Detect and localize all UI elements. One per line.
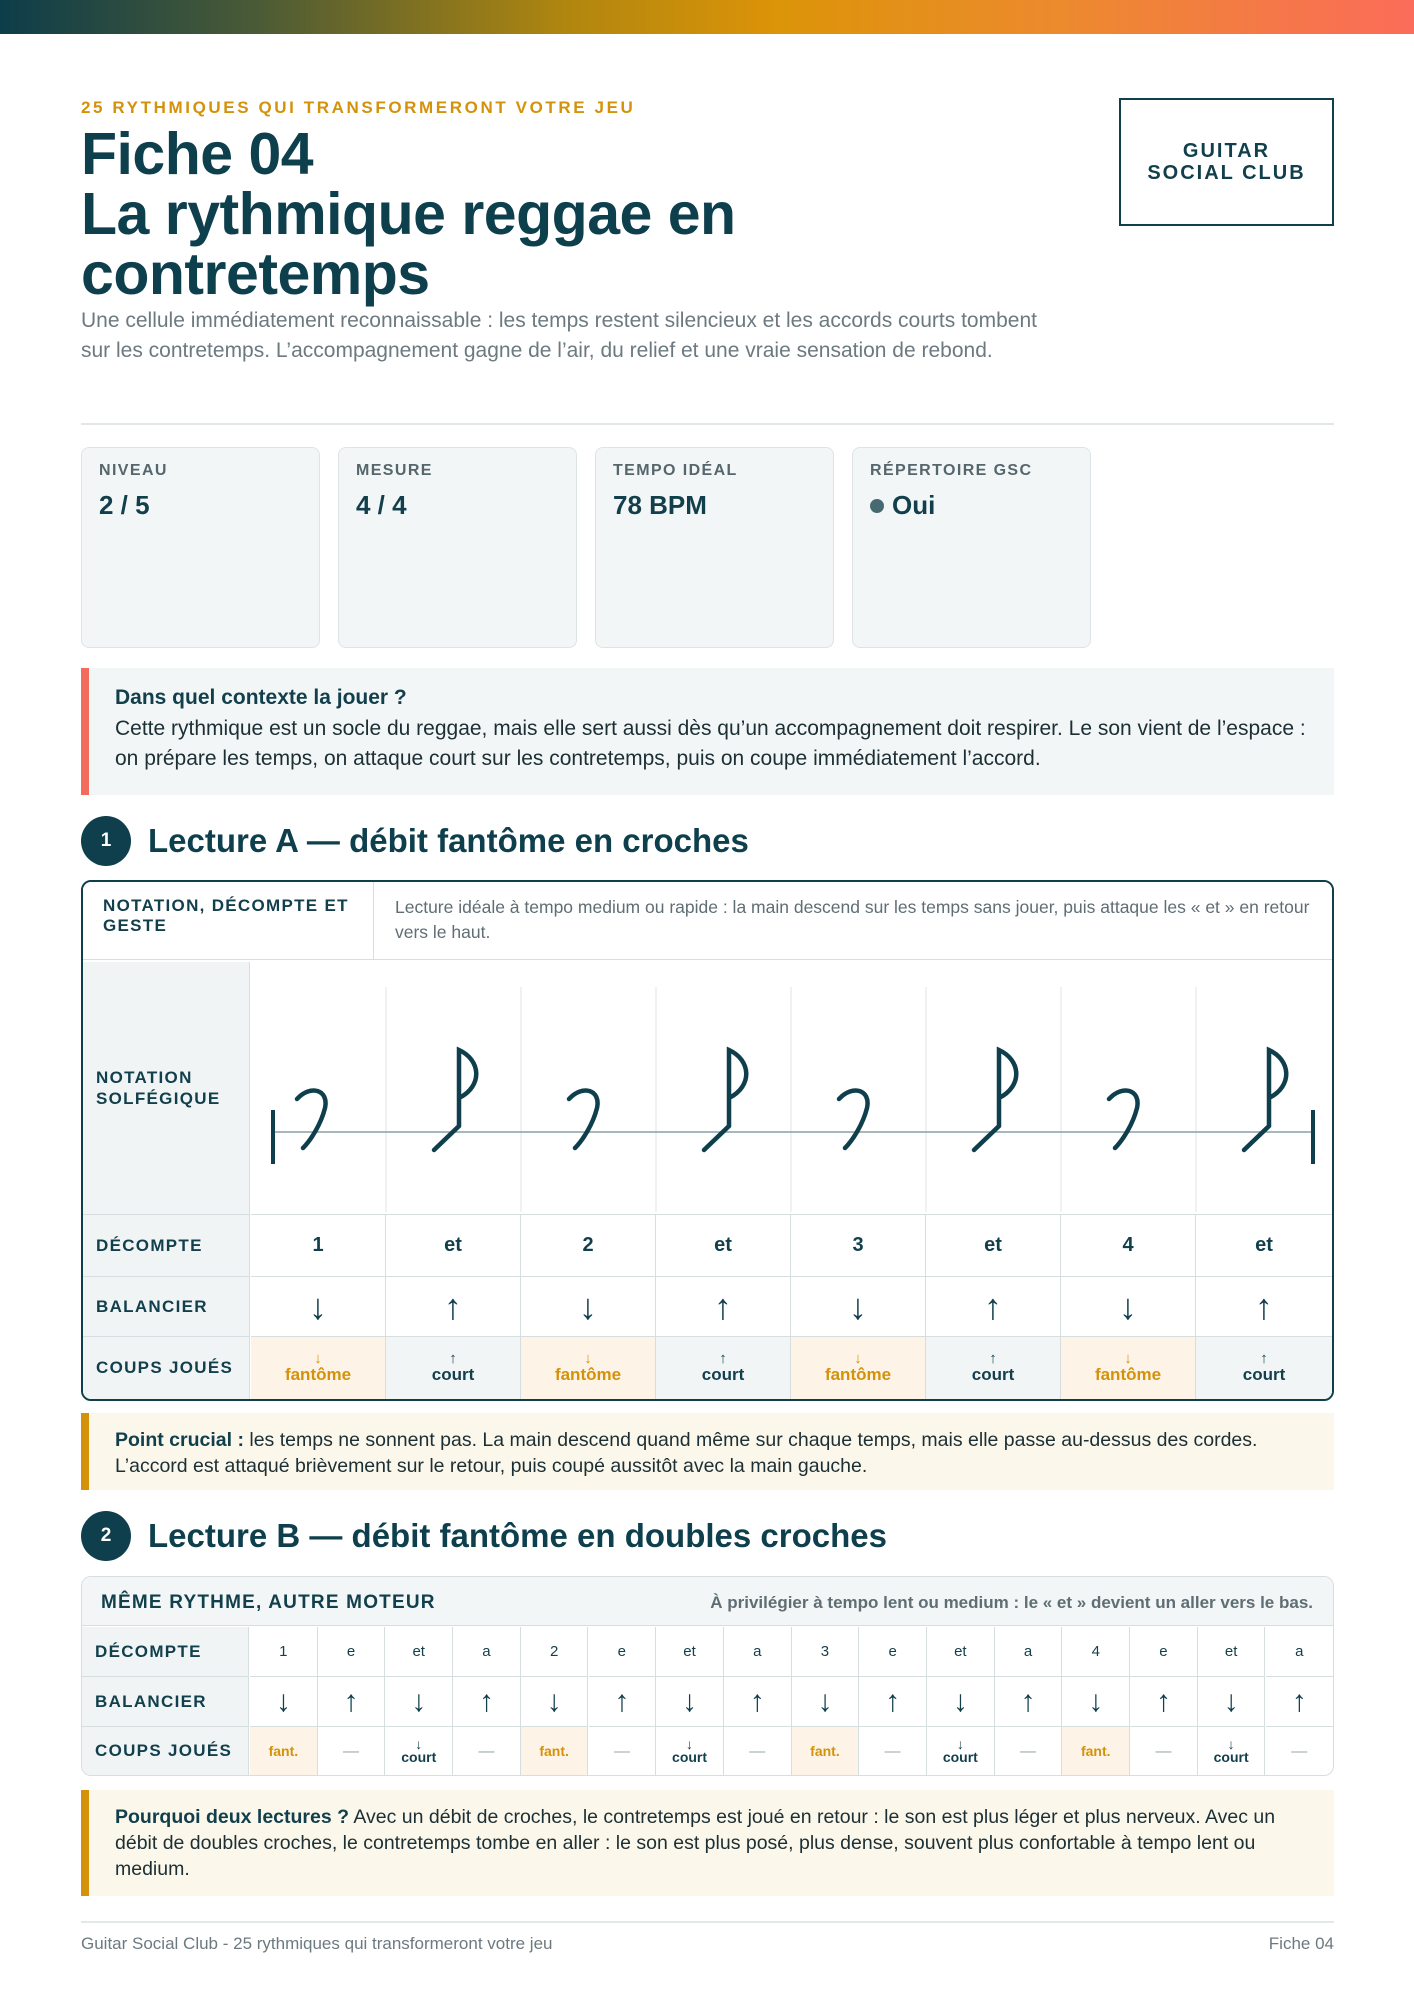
title-line: Fiche 04 (81, 121, 314, 187)
played-cell-hit (926, 1337, 1061, 1399)
footer-page-label: Fiche 04 (1268, 1934, 1334, 1953)
count-cell: 2 (521, 1627, 589, 1677)
played-cell-rest (995, 1727, 1063, 1775)
callout-why-two-readings (81, 1790, 1334, 1896)
stat-card-repertoire (852, 447, 1091, 648)
table-header-description: À privilégier à tempo lent ou medium : le « et » devient un aller vers le bas. (710, 1593, 1313, 1612)
down-arrow-icon: ↓ (686, 1735, 694, 1752)
eighth-rest-icon (569, 1090, 598, 1148)
count-cell: 1 (250, 1627, 318, 1677)
strum-up-arrow-icon: ↑ (859, 1677, 927, 1727)
music-notation (251, 962, 1332, 1215)
row-label-count: DÉCOMPTE (82, 1627, 249, 1677)
played-label: court (672, 1748, 708, 1765)
played-cell-ghost (1062, 1727, 1130, 1775)
played-label: fantôme (554, 1365, 622, 1384)
played-cell-rest (318, 1727, 386, 1775)
played-label: fant. (1080, 1742, 1111, 1759)
stat-label: NIVEAU (99, 462, 168, 479)
notation-staff (251, 962, 1332, 1215)
count-cell: et (386, 1215, 521, 1277)
played-label: — (1155, 1742, 1172, 1760)
count-cell: e (859, 1627, 927, 1677)
stat-value: 78 BPM (613, 490, 707, 520)
reading-b-table (81, 1576, 1334, 1776)
played-cell-rest (453, 1727, 521, 1775)
up-arrow-icon: ↑ (989, 1350, 997, 1367)
strum-down-arrow-icon: ↓ (385, 1677, 453, 1727)
played-label: — (884, 1742, 901, 1760)
strum-up-arrow-icon: ↑ (926, 1277, 1061, 1337)
strum-down-arrow-icon: ↓ (251, 1277, 386, 1337)
row-label-count: DÉCOMPTE (83, 1215, 250, 1277)
callout-text: Avec un débit de croches, le contretemps est joué en retour : le son est plus léger et plus nerveux. Avec un débit de doubles croches, le contretemps tombe en aller : le son est plus posé, plus dense, souvent plus confortable à tempo lent ou medium. (115, 1806, 1276, 1880)
stat-value: 4 / 4 (356, 490, 407, 520)
strum-up-arrow-icon: ↑ (724, 1677, 792, 1727)
up-arrow-icon: ↑ (719, 1350, 727, 1367)
eighth-note-icon (434, 1050, 476, 1150)
played-label: court (401, 1748, 437, 1765)
title-line: contretemps (81, 241, 430, 307)
count-cell: et (1196, 1215, 1332, 1277)
strum-down-arrow-icon: ↓ (1062, 1677, 1130, 1727)
played-label: fant. (539, 1742, 569, 1759)
row-label-played: COUPS JOUÉS (82, 1727, 249, 1775)
strum-down-arrow-icon: ↓ (791, 1277, 926, 1337)
played-label: — (478, 1742, 495, 1760)
stat-card-tempo (595, 447, 834, 648)
count-cell: 3 (791, 1215, 926, 1277)
divider (81, 423, 1334, 425)
played-label: fantôme (824, 1365, 892, 1384)
row-label-played: COUPS JOUÉS (83, 1337, 250, 1399)
strum-up-arrow-icon: ↑ (589, 1677, 657, 1727)
section-title: Lecture B — débit fantôme en doubles croches (148, 1517, 887, 1554)
brand-logo (1119, 98, 1334, 226)
strum-down-arrow-icon: ↓ (521, 1677, 589, 1727)
logo-line: GUITAR (1182, 140, 1271, 162)
played-cell-hit (656, 1337, 791, 1399)
count-cell: et (927, 1627, 995, 1677)
series-eyebrow: 25 RYTHMIQUES QUI TRANSFORMERONT VOTRE JEU (81, 98, 636, 117)
played-label: fant. (810, 1742, 840, 1759)
callout-text: les temps ne sonnent pas. La main descend quand même sur chaque temps, mais elle passe au-dessus des cordes. L’accord est attaqué brièvement sur le retour, puis coupé aussitôt avec la main gauche. (115, 1429, 1258, 1477)
count-cell: e (589, 1627, 657, 1677)
table-header-label: NOTATION, DÉCOMPTE ET GESTE (83, 882, 374, 960)
played-label: — (1020, 1742, 1037, 1760)
played-label: fantôme (1094, 1365, 1162, 1384)
strum-up-arrow-icon: ↑ (453, 1677, 521, 1727)
up-arrow-icon: ↑ (1260, 1350, 1268, 1367)
count-cell: et (656, 1627, 724, 1677)
strum-down-arrow-icon: ↓ (521, 1277, 656, 1337)
played-label: court (701, 1365, 745, 1384)
eighth-rest-icon (839, 1090, 868, 1148)
played-cell-rest (1130, 1727, 1198, 1775)
strum-up-arrow-icon: ↑ (656, 1277, 791, 1337)
played-cell-ghost (250, 1727, 318, 1775)
down-arrow-icon: ↓ (415, 1735, 423, 1752)
stats-row (81, 447, 1091, 648)
section-title: Lecture A — débit fantôme en croches (148, 822, 749, 859)
table-header (82, 1577, 1333, 1626)
played-cell-ghost (792, 1727, 860, 1775)
section-number-badge: 1 (81, 816, 131, 866)
eighth-note-icon (704, 1050, 746, 1150)
stat-value (870, 490, 1073, 521)
up-arrow-icon: ↑ (449, 1350, 457, 1367)
table-header-label: MÊME RYTHME, AUTRE MOTEUR (101, 1592, 436, 1613)
down-arrow-icon: ↓ (1227, 1735, 1235, 1752)
strum-up-arrow-icon: ↑ (1266, 1677, 1334, 1727)
played-label: fantôme (284, 1365, 352, 1384)
played-cell-hit (1198, 1727, 1266, 1775)
status-dot-icon (870, 499, 884, 513)
played-cell-hit (656, 1727, 724, 1775)
callout-bold: Point crucial : (115, 1429, 244, 1451)
row-label-notation: NOTATION SOLFÉGIQUE (83, 962, 250, 1215)
count-cell: et (1198, 1627, 1266, 1677)
played-cell-rest (724, 1727, 792, 1775)
section-number-badge: 2 (81, 1511, 131, 1561)
strum-down-arrow-icon: ↓ (792, 1677, 860, 1727)
played-label: — (613, 1742, 630, 1760)
count-cell: a (1266, 1627, 1334, 1677)
strum-up-arrow-icon: ↑ (995, 1677, 1063, 1727)
down-arrow-icon: ↓ (584, 1350, 592, 1367)
played-cell-rest (589, 1727, 657, 1775)
played-label: — (749, 1742, 766, 1760)
played-cell-rest (859, 1727, 927, 1775)
played-cell-hit (385, 1727, 453, 1775)
intro-text: Une cellule immédiatement reconnaissable : les temps restent silencieux et les accords courts tombent sur les contretemps. L’accompagnement gagne de l’air, du relief et une vraie sensation de rebond. (81, 309, 1037, 362)
played-label: — (343, 1742, 360, 1760)
count-cell: 4 (1061, 1215, 1196, 1277)
row-label-strum: BALANCIER (83, 1277, 250, 1337)
page-title (81, 121, 941, 307)
played-cell-ghost (1061, 1337, 1196, 1399)
stat-card-measure (338, 447, 577, 648)
count-cell: a (453, 1627, 521, 1677)
section-2-heading (81, 1511, 887, 1561)
played-cell-rest (1266, 1727, 1334, 1775)
down-arrow-icon: ↓ (1124, 1350, 1132, 1367)
strum-down-arrow-icon: ↓ (656, 1677, 724, 1727)
callout-bold: Pourquoi deux lectures ? (115, 1806, 350, 1828)
stat-card-level (81, 447, 320, 648)
played-cell-ghost (521, 1337, 656, 1399)
section-1-heading (81, 816, 749, 866)
strum-up-arrow-icon: ↑ (1130, 1677, 1198, 1727)
footer-left: Guitar Social Club - 25 rythmiques qui transformeront votre jeu (81, 1934, 553, 1953)
context-title: Dans quel contexte la jouer ? (115, 686, 407, 709)
count-cell: 1 (251, 1215, 386, 1277)
count-cell: e (1130, 1627, 1198, 1677)
stat-value: 2 / 5 (99, 490, 150, 520)
row-label-strum: BALANCIER (82, 1677, 249, 1727)
callout-crucial (81, 1413, 1334, 1490)
down-arrow-icon: ↓ (854, 1350, 862, 1367)
count-cell: 3 (792, 1627, 860, 1677)
played-cell-ghost (791, 1337, 926, 1399)
logo-line: SOCIAL CLUB (1147, 162, 1306, 184)
count-cell: 2 (521, 1215, 656, 1277)
table-header-description: Lecture idéale à tempo medium ou rapide : la main descend sur les temps sans jouer, puis attaque les « et » en retour vers le haut. (395, 897, 1310, 942)
context-box (81, 668, 1334, 795)
played-label: — (1291, 1742, 1308, 1760)
eighth-note-icon (974, 1050, 1016, 1150)
stat-label: RÉPERTOIRE GSC (870, 462, 1033, 479)
stat-value-text: Oui (892, 490, 936, 520)
played-cell-ghost (251, 1337, 386, 1399)
played-label: court (942, 1748, 978, 1765)
stat-label: TEMPO IDÉAL (613, 462, 738, 479)
count-cell: et (656, 1215, 791, 1277)
count-cell: a (724, 1627, 792, 1677)
context-body: Cette rythmique est un socle du reggae, mais elle sert aussi dès qu’un accompagnement doit respirer. Le son vient de l’espace : on prépare les temps, on attaque court sur les contretemps, puis on coupe immédiatement l’accord. (115, 717, 1306, 770)
played-label: fant. (268, 1742, 299, 1759)
played-label: court (1242, 1365, 1286, 1384)
count-cell: et (385, 1627, 453, 1677)
top-gradient-bar (0, 0, 1414, 34)
eighth-rest-icon (297, 1090, 326, 1148)
strum-up-arrow-icon: ↑ (318, 1677, 386, 1727)
reading-a-table (81, 880, 1334, 1401)
count-cell: a (995, 1627, 1063, 1677)
played-label: court (971, 1365, 1015, 1384)
played-label: court (1213, 1748, 1249, 1765)
title-line: La rythmique reggae en (81, 181, 736, 247)
footer-divider (81, 1921, 1334, 1923)
strum-up-arrow-icon: ↑ (1196, 1277, 1332, 1337)
count-cell: et (926, 1215, 1061, 1277)
down-arrow-icon: ↓ (956, 1735, 964, 1752)
played-cell-ghost (521, 1727, 589, 1775)
table-header (83, 882, 1332, 960)
count-cell: 4 (1062, 1627, 1130, 1677)
count-cell: e (318, 1627, 386, 1677)
strum-down-arrow-icon: ↓ (1198, 1677, 1266, 1727)
played-cell-hit (386, 1337, 521, 1399)
strum-up-arrow-icon: ↑ (386, 1277, 521, 1337)
played-label: court (431, 1365, 475, 1384)
down-arrow-icon: ↓ (314, 1350, 322, 1367)
eighth-note-icon (1244, 1050, 1286, 1150)
strum-down-arrow-icon: ↓ (927, 1677, 995, 1727)
played-cell-hit (927, 1727, 995, 1775)
strum-down-arrow-icon: ↓ (1061, 1277, 1196, 1337)
eighth-rest-icon (1109, 1090, 1138, 1148)
strum-down-arrow-icon: ↓ (250, 1677, 318, 1727)
stat-label: MESURE (356, 462, 433, 479)
played-cell-hit (1196, 1337, 1332, 1399)
